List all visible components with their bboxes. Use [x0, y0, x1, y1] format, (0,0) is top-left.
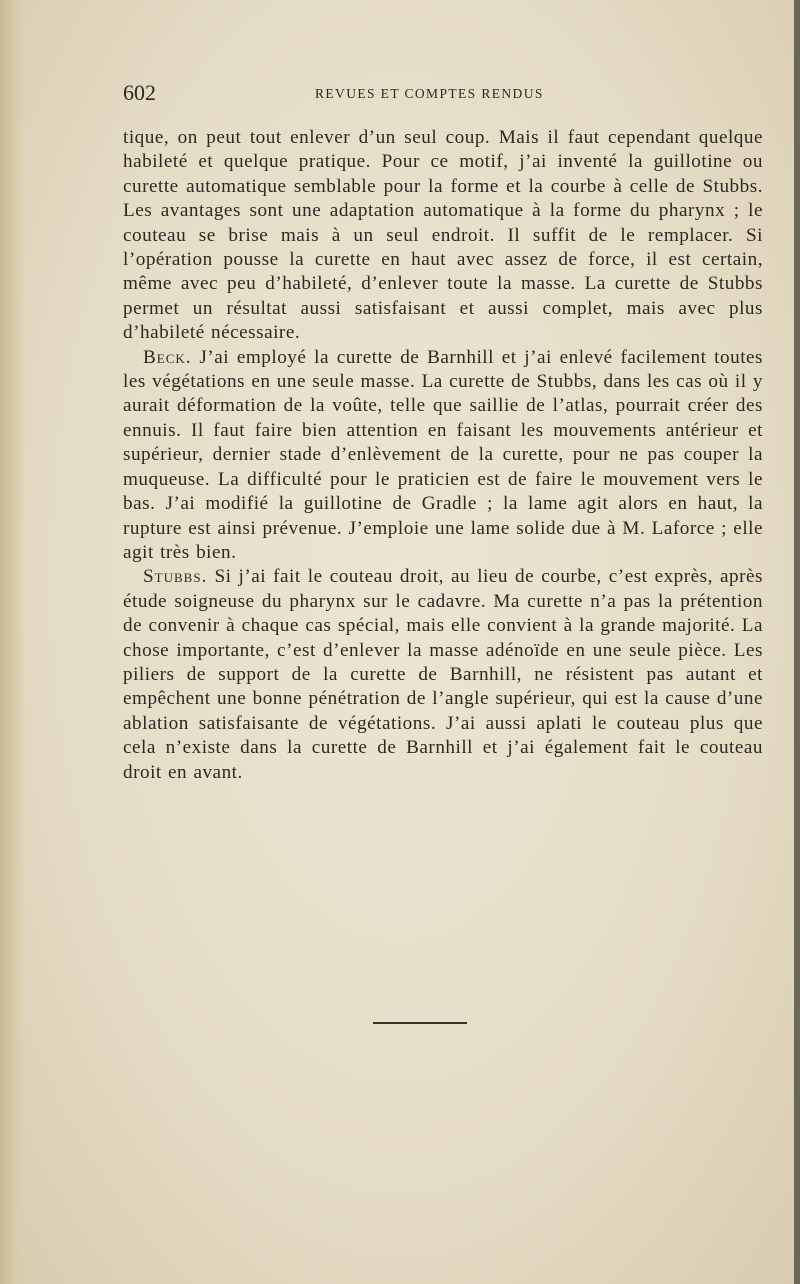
page-number: 602 — [123, 80, 156, 105]
article-body — [123, 126, 763, 785]
running-head: REVUES ET COMPTES RENDUS — [315, 86, 544, 101]
paragraph-stubbs — [123, 565, 763, 785]
paragraph-text: J’ai employé la curette de Barnhill et j’ai enlevé facilement toutes les végétations en une seule masse. La curette de Stubbs, dans les cas où il y aurait déformation de la voûte, telle que saillie de l’atlas, pourrait créer des ennuis. Il faut faire bien attention en faisant les mouvements antérieur et supérieur, dernier stade d’enlèvement de la curette, pour ne pas couper la muqueuse. La difficulté pour le praticien est de faire le mouvement vers le bas. J’ai modifié la guillotine de Gradle ; la lame agit alors en haut, la rupture est ainsi prévenue. J’emploie une lame solide due à M. Laforce ; elle agit très bien. — [123, 346, 764, 563]
paragraph-text: Si j’ai fait le couteau droit, au lieu de courbe, c’est exprès, après étude soigneuse du pharynx sur le cadavre. Ma curette n’a pas la prétention de convenir à chaque cas spécial, mais elle convient à la grande majorité. La chose importante, c’est d’enlever la masse adénoïde en une seule pièce. Les piliers de support de la curette de Barnhill, ne résistent pas autant et empêchent une bonne pénétration de l’angle supérieur, qui est la cause d’une ablation satisfaisante de végétations. J’ai aussi aplati le couteau plus que cela n’existe dans la curette de Barnhill et j’ai également fait le couteau droit en avant. — [123, 566, 763, 783]
speaker-name: Beck. — [143, 346, 192, 368]
paragraph-continuation: tique, on peut tout enlever d’un seul coup. Mais il faut cependant quelque habileté et quelque pratique. Pour ce motif, j’ai inventé la guillotine ou curette automatique semblable pour la forme et la courbe à celle de Stubbs. Les avantages sont une adaptation automatique à la forme du pharynx ; le couteau se brise mais à un seul endroit. Il suffit de le remplacer. Si l’opération pousse la curette en haut avec assez de force, il est certain, même avec peu d’habileté, d’enlever toute la masse. La curette de Stubbs permet un résultat aussi satisfaisant et aussi complet, mais avec plus d’habileté nécessaire. — [123, 127, 763, 344]
page-header — [123, 80, 763, 110]
speaker-name: Stubbs. — [143, 566, 208, 588]
page-edge-border — [794, 0, 800, 1284]
page-edge-shadow — [0, 0, 26, 1284]
paragraph-beck — [123, 346, 763, 566]
section-end-rule — [373, 1022, 467, 1024]
